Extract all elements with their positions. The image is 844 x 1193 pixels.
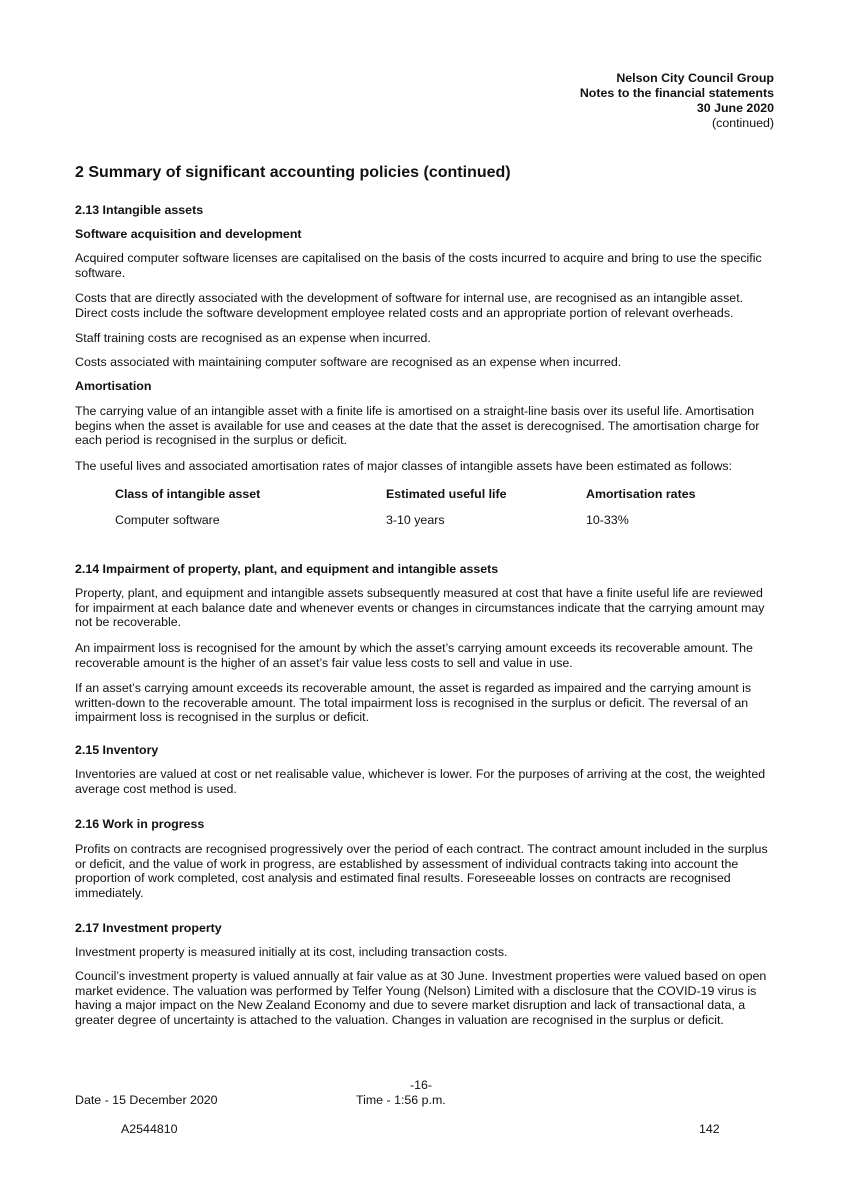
para-2-14-2: An impairment loss is recognised for the amount by which the asset’s carrying amount exceeds its recoverable amount. The recoverable amount is the higher of an asset’s fair value less costs to sell and value in use. — [75, 641, 753, 670]
para-2-17-1: Investment property is measured initially at its cost, including transaction costs. — [75, 945, 508, 959]
para-2-13-3: Staff training costs are recognised as an expense when incurred. — [75, 331, 431, 345]
para-2-13-2: Costs that are directly associated with the development of software for internal use, are recognised as an intangible asset. Direct costs include the software development employee related costs and an appropriate portion of relevant overheads. — [75, 291, 744, 320]
para-2-13-5: The carrying value of an intangible asset with a finite life is amortised on a straight-line basis over its useful life. Amortisation begins when the asset is available for use and ceases at the date that the asset is derecognised. The amortisation charge for each period is recognised in the surplus or deficit. — [75, 404, 760, 448]
header-continued: (continued) — [712, 116, 774, 130]
para-2-14-3: If an asset’s carrying amount exceeds its recoverable amount, the asset is regarded as impaired and the carrying amount is written-down to the recoverable amount. The total impairment loss is recognised in the surplus or deficit. The reversal of an impairment loss is recognised in the surplus or deficit. — [75, 681, 752, 725]
subheading-software: Software acquisition and development — [75, 227, 302, 241]
footer-time: Time - 1:56 p.m. — [356, 1093, 446, 1107]
page-number-center: -16- — [410, 1078, 433, 1092]
footer-date: Date - 15 December 2020 — [75, 1093, 218, 1107]
heading-2-16: 2.16 Work in progress — [75, 817, 205, 831]
footer-doc-id: A2544810 — [121, 1122, 178, 1136]
document-header — [580, 71, 774, 131]
para-2-17-2: Council’s investment property is valued annually at fair value as at 30 June. Investment properties were valued based on open market evidence. The valuation was performed by Telfer Young (Nelson) Limited with a disclosure that the COVID-19 virus is having a major impact on the New Zealand Economy and due to severe market disruption and lack of transactional data, a greater degree of uncertainty is attached to the valuation. Changes in valuation are recognised in the surplus or deficit. — [75, 969, 767, 1027]
header-date: 30 June 2020 — [696, 101, 774, 115]
para-2-15-1: Inventories are valued at cost or net realisable value, whichever is lower. For the purposes of arriving at the cost, the weighted average cost method is used. — [75, 767, 766, 796]
table-header-life: Estimated useful life — [386, 487, 507, 501]
table-cell-class: Computer software — [115, 513, 220, 527]
heading-2-14: 2.14 Impairment of property, plant, and equipment and intangible assets — [75, 562, 499, 576]
heading-2-15: 2.15 Inventory — [75, 743, 159, 757]
header-org: Nelson City Council Group — [616, 71, 774, 85]
heading-2-17: 2.17 Investment property — [75, 921, 222, 935]
subheading-amortisation: Amortisation — [75, 379, 152, 393]
para-2-13-6: The useful lives and associated amortisation rates of major classes of intangible assets have been estimated as follows: — [75, 459, 733, 473]
table-cell-rate: 10-33% — [586, 513, 629, 527]
heading-2-13: 2.13 Intangible assets — [75, 203, 204, 217]
table-header-rates: Amortisation rates — [586, 487, 696, 501]
para-2-13-1: Acquired computer software licenses are capitalised on the basis of the costs incurred to acquire and bring to use the specific software. — [75, 251, 762, 280]
table-header-row — [115, 487, 755, 507]
table-cell-life: 3-10 years — [386, 513, 445, 527]
para-2-14-1: Property, plant, and equipment and intangible assets subsequently measured at cost that have a finite useful life are reviewed for impairment at each balance date and whenever events or changes in circumstances indicate that the carrying amount may not be recoverable. — [75, 586, 765, 630]
para-2-13-4: Costs associated with maintaining computer software are recognised as an expense when incurred. — [75, 355, 622, 369]
table-row — [115, 513, 755, 533]
para-2-16-1: Profits on contracts are recognised progressively over the period of each contract. The contract amount included in the surplus or deficit, and the value of work in progress, are established by assessment of individual contracts taking into account the proportion of work completed, cost analysis and estimated final results. Foreseeable losses on contracts are recognised immediately. — [75, 842, 768, 900]
table-header-class: Class of intangible asset — [115, 487, 261, 501]
footer-page-number: 142 — [699, 1122, 720, 1136]
amortisation-table — [115, 487, 755, 533]
section-title: 2 Summary of significant accounting policies (continued) — [75, 164, 511, 181]
header-doc-title: Notes to the financial statements — [579, 86, 774, 100]
